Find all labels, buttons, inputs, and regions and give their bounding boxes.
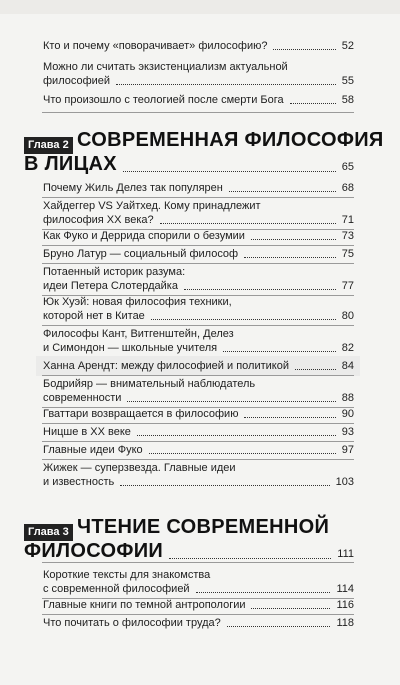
toc-entry[interactable]: [0, 265, 400, 293]
entry-title: [43, 247, 238, 261]
entry-page-number: 84: [341, 360, 354, 372]
entry-title: [43, 327, 234, 355]
dot-leader: [244, 417, 335, 418]
entry-title-line: Бруно Латур — социальный философ: [43, 248, 239, 260]
entry-page-number: 116: [336, 599, 354, 611]
entry-title-line: Что произошло с теологией после смерти Бога: [43, 94, 284, 106]
dot-leader: [149, 453, 336, 454]
separator-line: [42, 459, 354, 460]
entry-page-number: 52: [341, 40, 354, 52]
dot-leader: [169, 558, 331, 559]
dot-leader: [160, 223, 336, 224]
dot-leader: [116, 84, 336, 85]
entry-page-number: 55: [341, 75, 354, 87]
entry-title-line: современности: [43, 392, 122, 404]
toc-entry[interactable]: [0, 598, 400, 612]
toc-entry[interactable]: [0, 295, 400, 323]
separator-line: [42, 375, 354, 376]
entry-title: [43, 181, 223, 195]
entry-title-line: Можно ли считать экзистенциализм актуальной: [43, 61, 288, 73]
chapter-page-number: 111: [337, 548, 354, 560]
separator-line: [42, 562, 354, 563]
entry-title-line: Бодрийяр — внимательный наблюдатель: [43, 378, 256, 390]
toc-entry[interactable]: [0, 60, 400, 88]
dot-leader: [137, 435, 336, 436]
entry-title: [43, 229, 245, 243]
entry-title: [43, 407, 238, 421]
toc-entry[interactable]: [0, 461, 400, 489]
toc-entry[interactable]: [0, 39, 400, 53]
separator-line: [42, 614, 354, 615]
entry-title: [43, 93, 284, 107]
entry-title-line: философия XX века?: [43, 214, 154, 226]
entry-title: [43, 598, 246, 612]
toc-entry[interactable]: [0, 377, 400, 405]
entry-title: [43, 568, 210, 596]
dot-leader: [127, 401, 335, 402]
entry-title-line: Хайдеггер VS Уайтхед. Кому принадлежит: [43, 200, 261, 212]
entry-title-line: Ханна Арендт: между философией и политикой: [43, 360, 289, 372]
dot-leader: [290, 103, 336, 104]
entry-page-number: 71: [341, 214, 354, 226]
entry-page-number: 97: [341, 444, 354, 456]
separator-line: [42, 263, 354, 264]
toc-entry[interactable]: [0, 181, 400, 195]
dot-leader: [295, 369, 336, 370]
entry-title-line: и Симондон — школьные учителя: [43, 342, 218, 354]
separator-line: [42, 112, 354, 113]
page-top-edge: [0, 0, 400, 14]
entry-title: [43, 616, 221, 630]
dot-leader: [227, 626, 331, 627]
entry-page-number: 73: [341, 230, 354, 242]
toc-entry[interactable]: [0, 425, 400, 439]
toc-entry[interactable]: [0, 359, 400, 373]
entry-title-line: которой нет в Китае: [43, 310, 145, 322]
toc-entry[interactable]: [0, 327, 400, 355]
separator-line: [42, 423, 354, 424]
entry-title-line: Философы Кант, Витгенштейн, Делез: [43, 328, 234, 340]
entry-title-line: Что почитать о философии труда?: [43, 617, 221, 629]
entry-page-number: 90: [341, 408, 354, 420]
entry-title-line: и известность: [43, 476, 115, 488]
entry-page-number: 82: [341, 342, 354, 354]
entry-title-line: Почему Жиль Делез так популярен: [43, 182, 223, 194]
chapter-page-number: 65: [341, 161, 354, 173]
entry-page-number: 75: [341, 248, 354, 260]
toc-entry[interactable]: [0, 443, 400, 457]
entry-title-line: Гваттари возвращается в философию: [43, 408, 239, 420]
toc-entry[interactable]: [0, 247, 400, 261]
entry-title-line: Юк Хуэй: новая философия техники,: [43, 296, 232, 308]
separator-line: [42, 197, 354, 198]
chapter-title-line: ФИЛОСОФИИ: [24, 540, 164, 562]
chapter-title-line: ЧТЕНИЕ СОВРЕМЕННОЙ: [77, 516, 330, 538]
dot-leader: [120, 485, 329, 486]
separator-line: [42, 245, 354, 246]
toc-entry[interactable]: [0, 199, 400, 227]
entry-page-number: 103: [335, 476, 354, 488]
entry-title-line: Главные идеи Фуко: [43, 444, 143, 456]
dot-leader: [196, 592, 331, 593]
toc-entry[interactable]: [0, 616, 400, 630]
entry-title-line: философией: [43, 75, 111, 87]
entry-title-line: Главные книги по темной антропологии: [43, 599, 246, 611]
dot-leader: [273, 49, 335, 50]
chapter-title-line: В ЛИЦАХ: [24, 153, 117, 175]
entry-title-line: с современной философией: [43, 583, 190, 595]
entry-title: [43, 359, 289, 373]
entry-title-line: Кто и почему «поворачивает» философию?: [43, 40, 268, 52]
dot-leader: [223, 351, 336, 352]
dot-leader: [251, 608, 330, 609]
entry-title-line: Потаенный историк разума:: [43, 266, 186, 278]
separator-line: [42, 441, 354, 442]
entry-page-number: 77: [341, 280, 354, 292]
entry-title: [43, 39, 267, 53]
dot-leader: [251, 239, 336, 240]
chapter-title-line: СОВРЕМЕННАЯ ФИЛОСОФИЯ: [77, 129, 384, 151]
entry-title: [43, 443, 143, 457]
entry-page-number: 88: [341, 392, 354, 404]
toc-entry[interactable]: [0, 93, 400, 107]
entry-page-number: 80: [341, 310, 354, 322]
entry-title: [43, 425, 131, 439]
dot-leader: [244, 257, 336, 258]
dot-leader: [184, 289, 336, 290]
toc-entry[interactable]: [0, 407, 400, 421]
entry-page-number: 114: [336, 583, 354, 595]
entry-title-line: Жижек — суперзвезда. Главные идеи: [43, 462, 236, 474]
entry-title-line: Короткие тексты для знакомства: [43, 569, 211, 581]
entry-title-line: идеи Петера Слотердайка: [43, 280, 178, 292]
dot-leader: [123, 171, 336, 172]
entry-title-line: Как Фуко и Деррида спорили о безумии: [43, 230, 245, 242]
entry-page-number: 93: [341, 426, 354, 438]
dot-leader: [229, 191, 336, 192]
toc-entry[interactable]: [0, 229, 400, 243]
entry-page-number: 58: [341, 94, 354, 106]
entry-page-number: 68: [341, 182, 354, 194]
dot-leader: [151, 319, 336, 320]
chapter-badge: Глава 2: [24, 137, 73, 154]
toc-entry[interactable]: [0, 568, 400, 596]
entry-title: [43, 265, 185, 293]
entry-title-line: Ницше в XX веке: [43, 426, 131, 438]
entry-page-number: 118: [336, 617, 354, 629]
chapter-badge: Глава 3: [24, 524, 73, 541]
separator-line: [42, 325, 354, 326]
